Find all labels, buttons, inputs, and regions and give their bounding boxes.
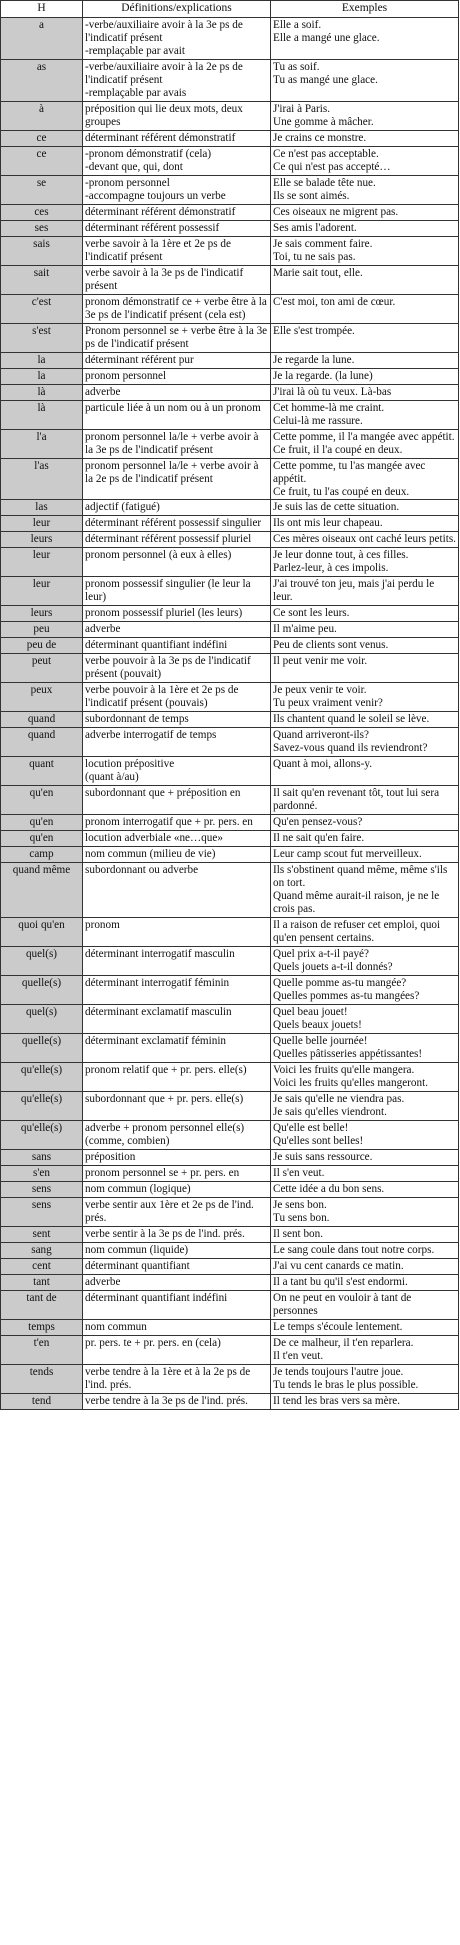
homophone-cell: sens [1,1181,83,1197]
homophone-cell: la [1,368,83,384]
definition-cell: verbe savoir à la 1ère et 2e ps de l'indicatif présent [83,236,271,265]
example-cell: Il s'en veut. [271,1165,459,1181]
homophone-cell: las [1,500,83,516]
example-cell: Ses amis l'adorent. [271,220,459,236]
table-row [1,1242,459,1258]
homophone-cell: qu'elle(s) [1,1120,83,1149]
example-cell: Qu'en pensez-vous? [271,815,459,831]
example-cell: Je sais qu'elle ne viendra pas. Je sais qu'elles viendront. [271,1091,459,1120]
table-row [1,429,459,458]
homophone-cell: quand même [1,863,83,918]
table-row [1,500,459,516]
homophone-cell: sent [1,1226,83,1242]
example-cell: De ce malheur, il t'en reparlera. Il t'en veut. [271,1335,459,1364]
definition-cell: verbe savoir à la 3e ps de l'indicatif présent [83,265,271,294]
homophone-cell: tant de [1,1290,83,1319]
homophone-cell: ce [1,146,83,175]
example-cell: Je leur donne tout, à ces filles. Parlez-leur, à ces impolis. [271,548,459,577]
table-row [1,368,459,384]
example-cell: Quelle belle journée! Quelles pâtisseries appétissantes! [271,1033,459,1062]
homophone-cell: tends [1,1364,83,1393]
homophone-cell: quel(s) [1,1004,83,1033]
table-row [1,1226,459,1242]
table-row [1,815,459,831]
table-row [1,265,459,294]
homophone-cell: leur [1,577,83,606]
definition-cell: pronom interrogatif que + pr. pers. en [83,815,271,831]
table-row [1,548,459,577]
table-row [1,458,459,500]
definition-cell: verbe pouvoir à la 1ère et 2e ps de l'indicatif présent (pouvais) [83,683,271,712]
example-cell: Peu de clients sont venus. [271,638,459,654]
example-cell: Ce n'est pas acceptable. Ce qui n'est pas accepté… [271,146,459,175]
definition-cell: -pronom personnel -accompagne toujours un verbe [83,175,271,204]
homophone-cell: a [1,18,83,60]
definition-cell: adverbe interrogatif de temps [83,728,271,757]
definition-cell: pr. pers. te + pr. pers. en (cela) [83,1335,271,1364]
definition-cell: déterminant exclamatif féminin [83,1033,271,1062]
definition-cell: pronom possessif pluriel (les leurs) [83,606,271,622]
homophone-cell: qu'en [1,831,83,847]
definition-cell: déterminant référent possessif pluriel [83,532,271,548]
homophone-cell: quoi qu'en [1,918,83,947]
homophone-cell: s'est [1,323,83,352]
definition-cell: pronom personnel (à eux à elles) [83,548,271,577]
table-row [1,59,459,101]
example-cell: Quel beau jouet! Quels beaux jouets! [271,1004,459,1033]
definition-cell: pronom personnel la/le + verbe avoir à la 3e ps de l'indicatif présent [83,429,271,458]
homophone-cell: cent [1,1258,83,1274]
definition-cell: nom commun [83,1319,271,1335]
example-cell: Ces oiseaux ne migrent pas. [271,204,459,220]
example-cell: Le temps s'écoule lentement. [271,1319,459,1335]
homophone-cell: temps [1,1319,83,1335]
homophone-cell: se [1,175,83,204]
example-cell: Je crains ce monstre. [271,130,459,146]
table-row [1,1335,459,1364]
definition-cell: nom commun (logique) [83,1181,271,1197]
definition-cell: pronom démonstratif ce + verbe être à la 3e ps de l'indicatif présent (cela est) [83,294,271,323]
homophone-cell: quant [1,757,83,786]
table-row [1,1004,459,1033]
table-row [1,175,459,204]
table-row [1,1393,459,1409]
homophone-cell: l'as [1,458,83,500]
example-cell: Cet homme-là me craint. Celui-là me rassure. [271,400,459,429]
table-row [1,1062,459,1091]
table-row [1,831,459,847]
example-cell: Le sang coule dans tout notre corps. [271,1242,459,1258]
example-cell: Je sens bon. Tu sens bon. [271,1197,459,1226]
table-row [1,622,459,638]
homophone-cell: tant [1,1274,83,1290]
definition-cell: subordonnant ou adverbe [83,863,271,918]
table-row [1,786,459,815]
homophone-cell: quand [1,728,83,757]
definition-cell: pronom personnel se + pr. pers. en [83,1165,271,1181]
example-cell: Ces mères oiseaux ont caché leurs petits. [271,532,459,548]
example-cell: Je suis las de cette situation. [271,500,459,516]
table-row [1,654,459,683]
homophone-cell: camp [1,847,83,863]
homophone-cell: s'en [1,1165,83,1181]
definition-cell: locution adverbiale «ne…que» [83,831,271,847]
homophone-cell: peu de [1,638,83,654]
definition-cell: pronom possessif singulier (le leur la leur) [83,577,271,606]
homophone-cell: qu'elle(s) [1,1091,83,1120]
example-cell: Il m'aime peu. [271,622,459,638]
table-row [1,18,459,60]
definition-cell: préposition [83,1149,271,1165]
table-row [1,728,459,757]
table-row [1,146,459,175]
example-cell: Quel prix a-t-il payé? Quels jouets a-t-il donnés? [271,947,459,976]
definition-cell: nom commun (liquide) [83,1242,271,1258]
table-row [1,683,459,712]
definition-cell: déterminant référent possessif [83,220,271,236]
table-row [1,1319,459,1335]
definition-cell: -pronom démonstratif (cela) -devant que, qui, dont [83,146,271,175]
example-cell: J'irai là où tu veux. Là-bas [271,384,459,400]
example-cell: Ils ont mis leur chapeau. [271,516,459,532]
definition-cell: adverbe [83,384,271,400]
example-cell: Je peux venir te voir. Tu peux vraiment venir? [271,683,459,712]
definition-cell: déterminant référent possessif singulier [83,516,271,532]
table-row [1,918,459,947]
table-row [1,577,459,606]
homophone-cell: sait [1,265,83,294]
example-cell: C'est moi, ton ami de cœur. [271,294,459,323]
example-cell: Il sent bon. [271,1226,459,1242]
table-row [1,712,459,728]
table-row [1,516,459,532]
example-cell: Je regarde la lune. [271,352,459,368]
definition-cell: pronom [83,918,271,947]
header-homophone: H [1,1,83,18]
homophone-cell: peu [1,622,83,638]
example-cell: Il a raison de refuser cet emploi, quoi qu'en pensent certains. [271,918,459,947]
table-row [1,294,459,323]
example-cell: Il sait qu'en revenant tôt, tout lui sera pardonné. [271,786,459,815]
definition-cell: verbe tendre à la 1ère et à la 2e ps de l'ind. prés. [83,1364,271,1393]
homophone-cell: sang [1,1242,83,1258]
table-row [1,352,459,368]
definition-cell: déterminant interrogatif féminin [83,975,271,1004]
definition-cell: adverbe + pronom personnel elle(s) (comme, combien) [83,1120,271,1149]
homophone-cell: là [1,384,83,400]
example-cell: Cette pomme, tu l'as mangée avec appétit. Ce fruit, tu l'as coupé en deux. [271,458,459,500]
example-cell: Ils chantent quand le soleil se lève. [271,712,459,728]
table-row [1,532,459,548]
example-cell: J'ai vu cent canards ce matin. [271,1258,459,1274]
example-cell: Voici les fruits qu'elle mangera. Voici les fruits qu'elles mangeront. [271,1062,459,1091]
table-row [1,1197,459,1226]
homophone-cell: sans [1,1149,83,1165]
table-row [1,400,459,429]
definition-cell: verbe tendre à la 3e ps de l'ind. prés. [83,1393,271,1409]
table-row [1,101,459,130]
definition-cell: déterminant référent démonstratif [83,130,271,146]
definition-cell: -verbe/auxiliaire avoir à la 3e ps de l'indicatif présent -remplaçable par avait [83,18,271,60]
definition-cell: déterminant référent pur [83,352,271,368]
table-row [1,757,459,786]
definition-cell: pronom personnel la/le + verbe avoir à la 2e ps de l'indicatif présent [83,458,271,500]
definition-cell: verbe pouvoir à la 3e ps de l'indicatif présent (pouvait) [83,654,271,683]
homophone-cell: leur [1,516,83,532]
definition-cell: adjectif (fatigué) [83,500,271,516]
homophone-cell: peux [1,683,83,712]
table-row [1,130,459,146]
table-row [1,1091,459,1120]
definition-cell: déterminant interrogatif masculin [83,947,271,976]
homophone-cell: qu'en [1,815,83,831]
definition-cell: subordonnant de temps [83,712,271,728]
homophone-cell: tend [1,1393,83,1409]
homophone-cell: leurs [1,532,83,548]
definition-cell: préposition qui lie deux mots, deux groupes [83,101,271,130]
definition-cell: déterminant quantifiant [83,1258,271,1274]
table-row [1,1149,459,1165]
homophone-cell: ses [1,220,83,236]
homophone-cell: sais [1,236,83,265]
definition-cell: particule liée à un nom ou à un pronom [83,400,271,429]
table-row [1,1120,459,1149]
homophone-cell: quelle(s) [1,1033,83,1062]
example-cell: Marie sait tout, elle. [271,265,459,294]
table-row [1,1258,459,1274]
example-cell: Tu as soif. Tu as mangé une glace. [271,59,459,101]
table-row [1,1364,459,1393]
table-row [1,1274,459,1290]
homophone-cell: quand [1,712,83,728]
table-row [1,204,459,220]
example-cell: Elle a soif. Elle a mangé une glace. [271,18,459,60]
definition-cell: Pronom personnel se + verbe être à la 3e ps de l'indicatif présent [83,323,271,352]
table-row [1,1033,459,1062]
example-cell: Je la regarde. (la lune) [271,368,459,384]
definition-cell: déterminant exclamatif masculin [83,1004,271,1033]
example-cell: J'irai à Paris. Une gomme à mâcher. [271,101,459,130]
table-row [1,863,459,918]
definition-cell: subordonnant que + pr. pers. elle(s) [83,1091,271,1120]
table-row [1,847,459,863]
example-cell: Elle s'est trompée. [271,323,459,352]
homophone-cell: leurs [1,606,83,622]
header-row [1,1,459,18]
homophone-cell: l'a [1,429,83,458]
table-row [1,638,459,654]
definition-cell: locution prépositive (quant à/au) [83,757,271,786]
example-cell: Il peut venir me voir. [271,654,459,683]
example-cell: Il tend les bras vers sa mère. [271,1393,459,1409]
example-cell: Il a tant bu qu'il s'est endormi. [271,1274,459,1290]
example-cell: Il ne sait qu'en faire. [271,831,459,847]
definition-cell: adverbe [83,622,271,638]
example-cell: J'ai trouvé ton jeu, mais j'ai perdu le leur. [271,577,459,606]
table-row [1,220,459,236]
example-cell: Je tends toujours l'autre joue. Tu tends le bras le plus possible. [271,1364,459,1393]
definition-cell: -verbe/auxiliaire avoir à la 2e ps de l'indicatif présent -remplaçable par avais [83,59,271,101]
definition-cell: verbe sentir aux 1ère et 2e ps de l'ind. prés. [83,1197,271,1226]
homophone-cell: as [1,59,83,101]
homophone-cell: peut [1,654,83,683]
definition-cell: pronom relatif que + pr. pers. elle(s) [83,1062,271,1091]
definition-cell: pronom personnel [83,368,271,384]
example-cell: Quant à moi, allons-y. [271,757,459,786]
homophone-cell: à [1,101,83,130]
example-cell: On ne peut en vouloir à tant de personnes [271,1290,459,1319]
definition-cell: subordonnant que + préposition en [83,786,271,815]
homophone-cell: c'est [1,294,83,323]
example-cell: Je sais comment faire. Toi, tu ne sais pas. [271,236,459,265]
example-cell: Quelle pomme as-tu mangée? Quelles pommes as-tu mangées? [271,975,459,1004]
homophone-cell: qu'elle(s) [1,1062,83,1091]
homophone-cell: la [1,352,83,368]
homophone-cell: ces [1,204,83,220]
example-cell: Cette idée a du bon sens. [271,1181,459,1197]
example-cell: Elle se balade tête nue. Ils se sont aimés. [271,175,459,204]
homophone-cell: là [1,400,83,429]
example-cell: Ils s'obstinent quand même, même s'ils on tort. Quand même aurait-il raison, je ne le crois pas. [271,863,459,918]
table-row [1,606,459,622]
example-cell: Je suis sans ressource. [271,1149,459,1165]
definition-cell: verbe sentir à la 3e ps de l'ind. prés. [83,1226,271,1242]
table-row [1,236,459,265]
table-row [1,384,459,400]
definition-cell: nom commun (milieu de vie) [83,847,271,863]
homophone-cell: t'en [1,1335,83,1364]
homophone-cell: quelle(s) [1,975,83,1004]
example-cell: Qu'elle est belle! Qu'elles sont belles! [271,1120,459,1149]
table-row [1,323,459,352]
header-examples: Exemples [271,1,459,18]
table-row [1,975,459,1004]
homophone-cell: ce [1,130,83,146]
definition-cell: déterminant quantifiant indéfini [83,1290,271,1319]
table-row [1,947,459,976]
table-row [1,1165,459,1181]
definition-cell: déterminant quantifiant indéfini [83,638,271,654]
example-cell: Cette pomme, il l'a mangée avec appétit. Ce fruit, il l'a coupé en deux. [271,429,459,458]
homophone-cell: leur [1,548,83,577]
definition-cell: adverbe [83,1274,271,1290]
example-cell: Ce sont les leurs. [271,606,459,622]
example-cell: Leur camp scout fut merveilleux. [271,847,459,863]
homophone-cell: quel(s) [1,947,83,976]
homophone-cell: qu'en [1,786,83,815]
example-cell: Quand arriveront-ils? Savez-vous quand ils reviendront? [271,728,459,757]
homophone-cell: sens [1,1197,83,1226]
table-row [1,1181,459,1197]
table-row [1,1290,459,1319]
definition-cell: déterminant référent démonstratif [83,204,271,220]
header-definitions: Définitions/explications [83,1,271,18]
